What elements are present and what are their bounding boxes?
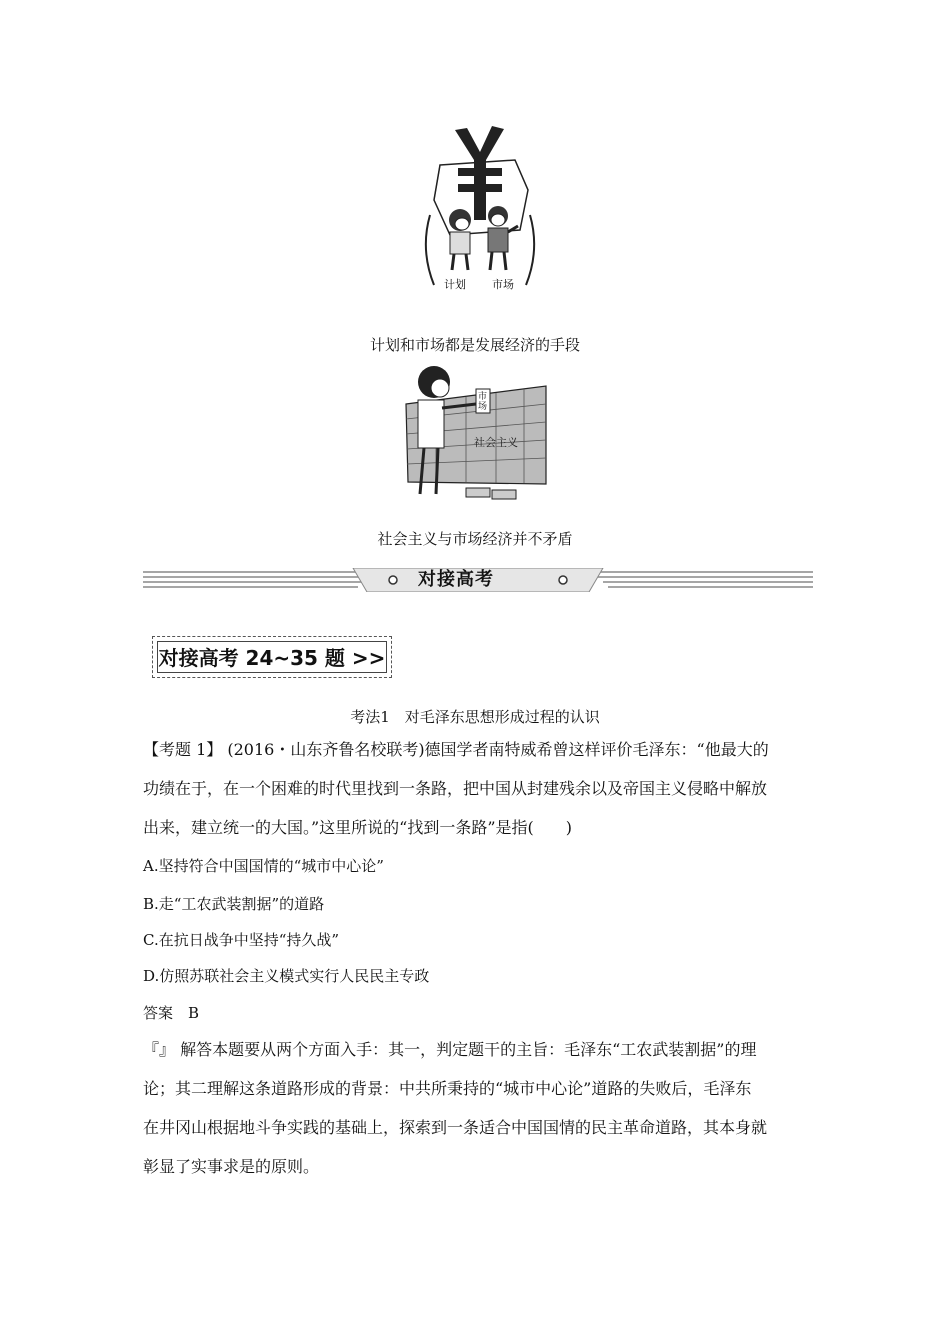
explanation-line: 论；其二理解这条道路形成的背景：中共所秉持的“城市中心论”道路的失败后，毛泽东 <box>143 1079 752 1098</box>
question-line: 【考题 1】 (2016・山东齐鲁名校联考)德国学者南特威希曾这样评价毛泽东：“他最大的 <box>143 740 769 759</box>
figure1-caption: 计划和市场都是发展经济的手段 <box>369 336 580 354</box>
option-a: A.坚持符合中国国情的“城市中心论” <box>143 857 384 875</box>
figure2-caption: 社会主义与市场经济并不矛盾 <box>377 530 573 548</box>
question-line: 功绩在于，在一个困难的时代里找到一条路，把中国从封建残余以及帝国主义侵略中解放 <box>143 779 768 798</box>
banner-right-dot-icon <box>559 576 567 584</box>
label-plan: 计划 <box>444 278 466 291</box>
figure-plan-market <box>420 120 540 300</box>
explanation-line: 『』 解答本题要从两个方面入手：其一，判定题干的主旨：毛泽东“工农武装割据”的理 <box>143 1040 757 1059</box>
wall-label-socialism: 社会主义 <box>474 436 518 449</box>
plan-market-illustration <box>420 120 540 300</box>
section-heading: 考法1 对毛泽东思想形成过程的认识 <box>350 708 600 726</box>
figure-socialism-market <box>396 364 556 504</box>
exam-tag-text: 对接高考 24~35 题 >> <box>158 646 386 670</box>
option-c: C.在抗日战争中坚持“持久战” <box>143 931 340 949</box>
question-line: 出来，建立统一的大国。”这里所说的“找到一条路”是指( ) <box>143 818 573 837</box>
banner-left-dot-icon <box>389 576 397 584</box>
label-market: 市场 <box>492 278 514 291</box>
option-b: B.走“工农武装割据”的道路 <box>143 895 325 913</box>
banner-title: 对接高考 <box>418 569 494 590</box>
answer: 答案 B <box>143 1004 200 1022</box>
explanation-line: 在井冈山根据地斗争实践的基础上，探索到一条适合中国国情的民主革命道路，其本身就 <box>143 1118 768 1137</box>
exam-tag <box>152 636 392 678</box>
brick-label-market: 市场 <box>478 392 488 412</box>
explanation-line: 彰显了实事求是的原则。 <box>143 1157 320 1176</box>
option-d: D.仿照苏联社会主义模式实行人民民主专政 <box>143 967 430 985</box>
